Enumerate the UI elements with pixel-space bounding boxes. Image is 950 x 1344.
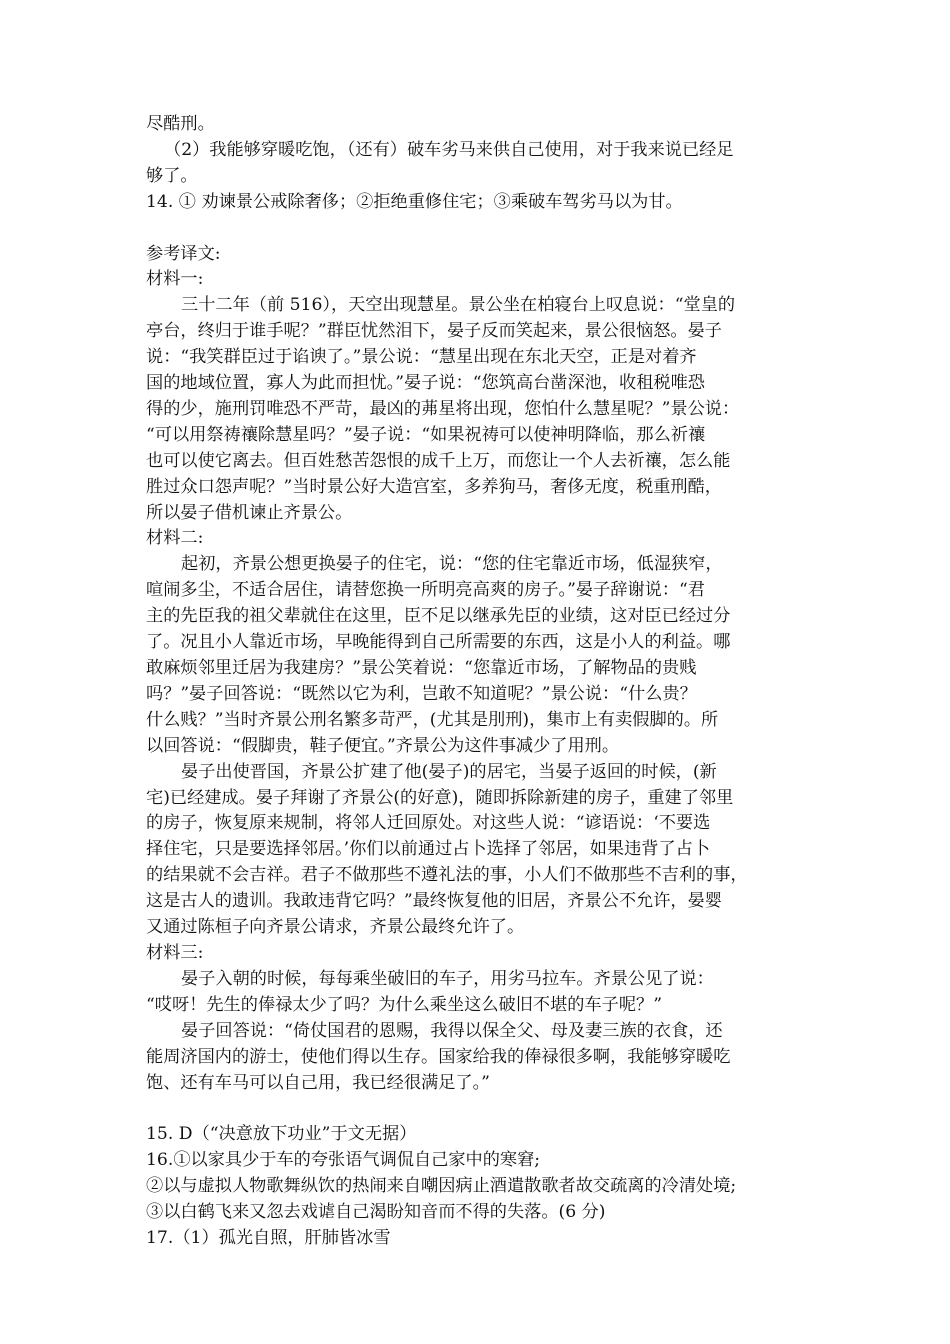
text-line: 够了。 [146,165,198,186]
answer-15: 15. D（“决意放下功业”于文无据） [146,1124,417,1145]
material-2b-line: 的结果就不会吉祥。君子不做那些不遵礼法的事，小人们不做那些不吉利的事， [146,865,748,886]
material-3-line: 晏子入朝的时候，每每乘坐破旧的车子，用劣马拉车。齐景公见了说： [181,968,714,989]
material-2-line: 敢麻烦邻里迁居为我建房？”景公笑着说：“您靠近市场，了解物品的贵贱 [146,658,697,679]
material-1-line: 国的地域位置，寡人为此而担忧。”晏子说：“您筑高台凿深池，收租税唯恐 [146,373,705,394]
material-3-title: 材料三: [146,942,204,963]
material-2-line: 喧闹多尘，不适合居住，请替您换一所明亮高爽的房子。”晏子辞谢说：“君 [146,580,705,601]
answer-13-2: （2）我能够穿暖吃饱，（还有）破车劣马来供自己使用，对于我来说已经足 [164,139,734,160]
material-2-line: 什么贱？”当时齐景公刑名繁多苛严，(尤其是刖刑)，集市上有卖假脚的。所 [146,709,719,730]
material-3b-line: 晏子回答说：“倚仗国君的恩赐，我得以保全父、母及妻三族的衣食，还 [181,1020,723,1041]
material-2-line: 了。况且小人靠近市场，早晚能得到自己所需要的东西，这是小人的利益。哪 [146,632,731,653]
answer-17: 17.（1）孤光自照，肝肺皆冰雪 [146,1227,391,1248]
material-1-line: 胜过众口怨声呢？”当时景公好大造宫室，多养狗马，奢侈无度，税重刑酷， [146,476,722,497]
material-2b-line: 宅)已经建成。晏子拜谢了齐景公(的好意)，随即拆除新建的房子，重建了邻里 [146,787,734,808]
material-2-line: 以回答说：“假脚贵，鞋子便宜。”齐景公为这件事减少了用刑。 [146,735,620,756]
answer-16-2: ②以与虚拟人物歌舞纵饮的热闹来自嘲因病止酒遣散歌者故交疏离的冷清处境; [146,1176,737,1197]
material-2b-line: 择住宅，只是要选择邻居。’你们以前通过占卜选择了邻居，如果违背了占卜 [146,839,711,860]
text-line: 尽酷刑。 [146,114,215,134]
answer-16-3: ③以白鹤飞来又忽去戏谑自己渴盼知音而不得的失落。(6 分) [146,1202,606,1223]
material-2-line: 吗？”晏子回答说：“既然以它为利，岂敢不知道呢？”景公说：“什么贵？ [146,683,697,704]
material-2b-line: 的房子，恢复原来规制，将邻人迁回原处。对这些人说：“谚语说：‘不要选 [146,813,711,834]
material-3b-line: 饱、还有车马可以自己用，我已经很满足了。” [146,1072,490,1093]
material-1-line: 得的少，施刑罚唯恐不严苛，最凶的茀星将出现，您怕什么慧星呢？”景公说： [146,398,740,419]
translation-heading: 参考译文: [146,243,221,264]
material-1-title: 材料一: [146,269,204,290]
material-2-title: 材料二: [146,528,204,549]
answer-14: 14. ① 劝谏景公戒除奢侈；②拒绝重修住宅；③乘破车驾劣马以为甘。 [146,191,683,212]
material-1-line: 三十二年（前 516），天空出现慧星。景公坐在柏寝台上叹息说：“堂皇的 [181,295,736,316]
material-1-line: 也可以使它离去。但百姓愁苦怨恨的成千上万，而您让一个人去祈禳，怎么能 [146,450,731,471]
material-2b-line: 晏子出使晋国，齐景公扩建了他(晏子)的居宅，当晏子返回的时候，(新 [181,761,717,782]
material-1-line: 说：“我笑群臣过于谄谀了。”景公说：“慧星出现在东北天空，正是对着齐 [146,347,697,368]
material-3-line: “哎呀！先生的俸禄太少了吗？为什么乘坐这么破旧不堪的车子呢？” [146,994,663,1015]
material-2b-line: 这是古人的遗训。我敢违背它吗？”最终恢复他的旧居，齐景公不允许，晏婴 [146,891,722,912]
material-1-line: “可以用祭祷禳除慧星吗？”晏子说：“如果祝祷可以使神明降临，那么祈禳 [146,424,706,445]
material-1-line: 亭台，终归于谁手呢？”群臣忧然泪下，晏子反而笑起来，景公很恼怒。晏子 [146,321,722,342]
answer-16-1: 16.①以家具少于车的夸张语气调侃自己家中的寒窘; [146,1150,541,1171]
material-2-line: 主的先臣我的祖父辈就住在这里，臣不足以继承先臣的业绩，这对臣已经过分 [146,606,731,627]
material-2-line: 起初，齐景公想更换晏子的住宅，说：“您的住宅靠近市场，低湿狭窄， [181,554,723,575]
document-page [146,112,810,1252]
material-3b-line: 能周济国内的游士，使他们得以生存。国家给我的俸禄很多啊，我能够穿暖吃 [146,1046,731,1067]
material-1-line: 所以晏子借机谏止齐景公。 [146,502,353,523]
material-2b-line: 又通过陈桓子向齐景公请求，齐景公最终允许了。 [146,917,525,938]
